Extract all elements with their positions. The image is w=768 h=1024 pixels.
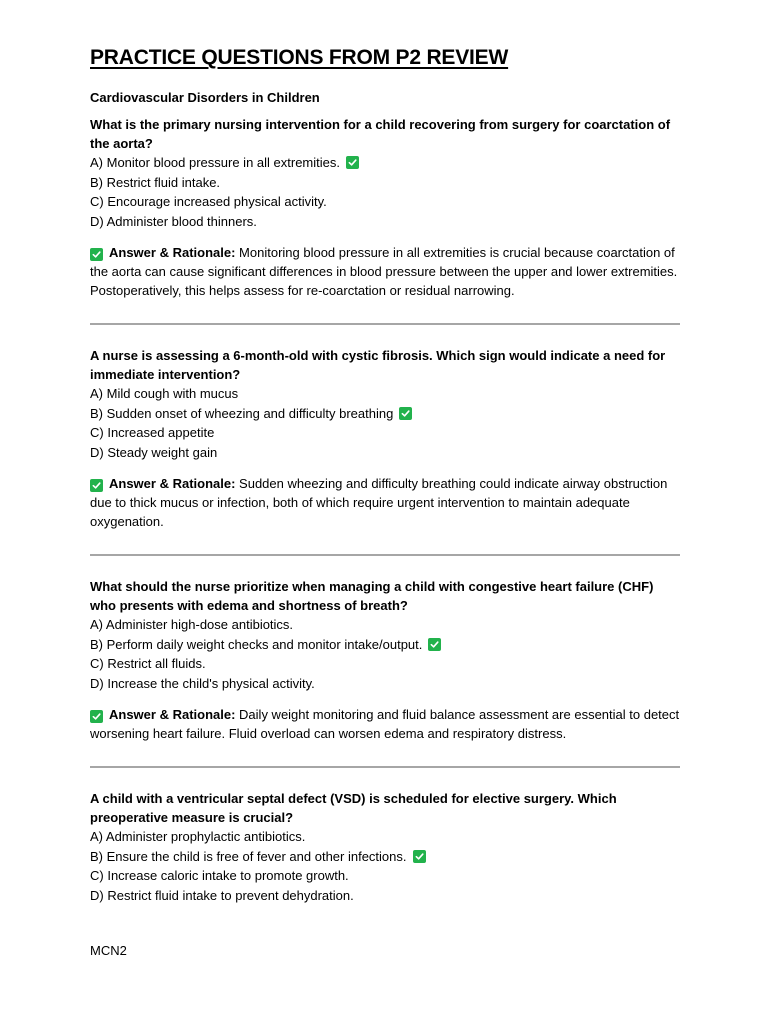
answer-option	[90, 423, 680, 443]
answer-rationale	[90, 474, 680, 531]
rationale-label: Answer & Rationale:	[109, 707, 236, 722]
question-block	[90, 115, 680, 300]
check-mark-icon	[428, 638, 441, 651]
section-title: Cardiovascular Disorders in Children	[90, 90, 320, 105]
answer-option-text: C) Increase caloric intake to promote growth.	[90, 868, 349, 883]
answer-option	[90, 866, 680, 886]
rationale-label: Answer & Rationale:	[109, 476, 236, 491]
check-mark-icon	[90, 479, 103, 492]
answer-option	[90, 615, 680, 635]
answer-option-text: D) Increase the child's physical activity.	[90, 675, 315, 691]
answer-options	[90, 153, 680, 231]
answer-option-text: D) Steady weight gain	[90, 444, 218, 460]
rationale-text: Sudden wheezing and difficulty breathing could indicate airway obstruction due to thick mucus or infection, both of which require urgent intervention to maintain adequate oxygenation.	[90, 476, 668, 529]
answer-option-text: B) Perform daily weight checks and monitor intake/output.	[90, 636, 423, 652]
answer-option	[90, 173, 680, 193]
question-block	[90, 577, 680, 743]
answer-option-text: A) Administer high-dose antibiotics.	[90, 617, 294, 632]
answer-option-text: B) Ensure the child is free of fever and other infections.	[90, 848, 407, 864]
answer-options	[90, 615, 680, 693]
question-block	[90, 789, 680, 905]
answer-option-text: D) Restrict fluid intake to prevent dehydration.	[90, 887, 354, 903]
answer-option-text: D) Administer blood thinners.	[90, 213, 257, 229]
page-title: PRACTICE QUESTIONS FROM P2 REVIEW	[90, 46, 509, 69]
page-footer: MCN2	[90, 943, 127, 958]
answer-option	[90, 674, 680, 694]
answer-option-text: C) Restrict all fluids.	[90, 656, 206, 671]
answer-option-text: A) Mild cough with mucus	[90, 386, 239, 401]
answer-option	[90, 847, 680, 867]
rationale-label: Answer & Rationale:	[109, 245, 236, 260]
check-mark-icon	[399, 407, 412, 420]
rationale-text: Monitoring blood pressure in all extremities is crucial because coarctation of the aorta can cause significant differences in blood pressure between the upper and lower extremities. Postoperatively, this helps assess for re-coarctation or residual narrowing.	[90, 245, 678, 298]
rationale-text: Daily weight monitoring and fluid balance assessment are essential to detect worsening heart failure. Fluid overload can worsen edema and respiratory distress.	[90, 707, 680, 741]
answer-options	[90, 384, 680, 462]
answer-rationale	[90, 243, 680, 300]
check-mark-icon	[90, 248, 103, 261]
question-block	[90, 346, 680, 531]
question-text: What should the nurse prioritize when managing a child with congestive heart failure (CHF) who presents with edema and shortness of breath?	[90, 579, 654, 613]
answer-option-text: A) Monitor blood pressure in all extremities.	[90, 155, 340, 170]
answer-option	[90, 635, 680, 655]
answer-rationale	[90, 705, 680, 743]
section-divider	[90, 323, 680, 325]
check-mark-icon	[90, 710, 103, 723]
document-page	[90, 46, 680, 905]
answer-option-text: C) Encourage increased physical activity.	[90, 194, 327, 209]
answer-option	[90, 384, 680, 404]
answer-option	[90, 654, 680, 674]
answer-option	[90, 404, 680, 424]
check-mark-icon	[413, 850, 426, 863]
answer-option-text: B) Restrict fluid intake.	[90, 174, 221, 190]
answer-option	[90, 827, 680, 847]
answer-option	[90, 192, 680, 212]
answer-option	[90, 212, 680, 232]
answer-option	[90, 153, 680, 173]
answer-option	[90, 886, 680, 906]
question-text: A child with a ventricular septal defect (VSD) is scheduled for elective surgery. Which preoperative measure is crucial?	[90, 791, 617, 825]
question-text: What is the primary nursing intervention for a child recovering from surgery for coarctation of the aorta?	[90, 117, 671, 151]
answer-option-text: C) Increased appetite	[90, 425, 215, 440]
answer-option	[90, 443, 680, 463]
answer-option-text: A) Administer prophylactic antibiotics.	[90, 829, 306, 844]
check-mark-icon	[346, 156, 359, 169]
question-list	[90, 115, 680, 905]
question-text: A nurse is assessing a 6-month-old with cystic fibrosis. Which sign would indicate a need for immediate intervention?	[90, 348, 666, 382]
section-divider	[90, 554, 680, 556]
answer-options	[90, 827, 680, 905]
answer-option-text: B) Sudden onset of wheezing and difficulty breathing	[90, 405, 394, 421]
section-divider	[90, 766, 680, 768]
